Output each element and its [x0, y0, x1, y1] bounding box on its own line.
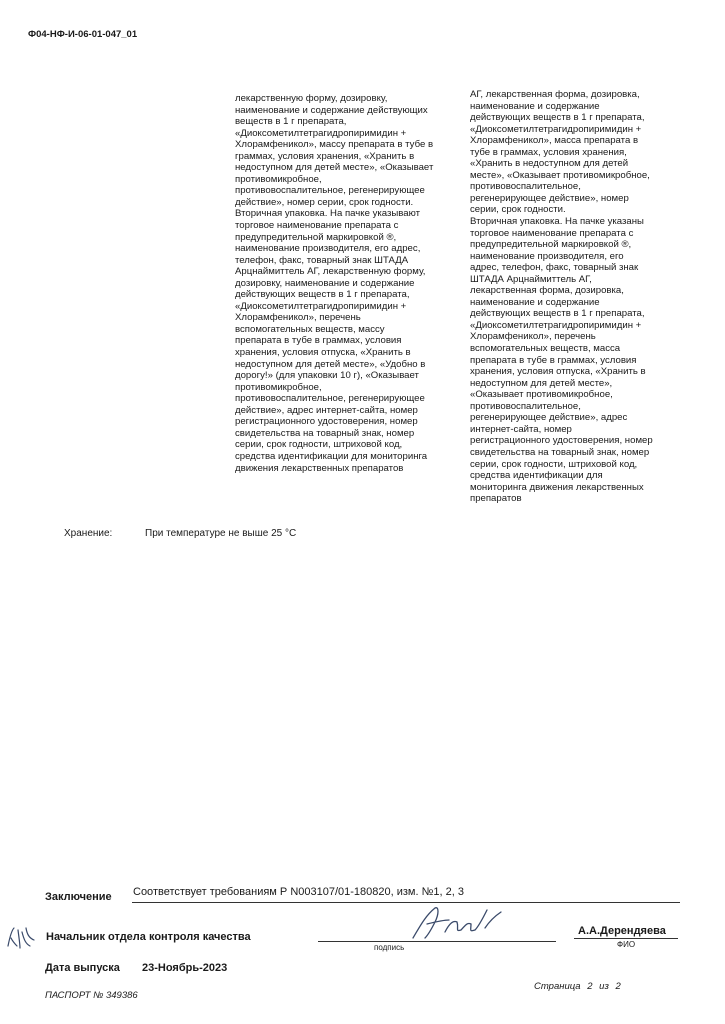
conclusion-label: Заключение [45, 891, 112, 903]
text-line: средства идентификации для мониторинга [235, 450, 428, 462]
text-line: «Диоксометилтетрагидропиримидин + [470, 123, 642, 135]
page-current: 2 [587, 981, 593, 992]
text-line: серии, срок годности, штриховой код, [235, 439, 403, 451]
text-line: наименование и содержание [470, 100, 600, 112]
text-line: регистрационного удостоверения, номер [470, 435, 653, 447]
text-line: регистрационного удостоверения, номер [235, 416, 418, 428]
text-line: серии, срок годности. [470, 204, 566, 216]
page-of: из [599, 981, 609, 992]
text-line: граммах, условия хранения, «Хранить в [235, 150, 415, 162]
name-caption: ФИО [617, 940, 636, 949]
passport-number: ПАСПОРТ № 349386 [45, 990, 138, 1001]
text-line: наименование и содержание действующих [235, 104, 428, 116]
text-line: противовоспалительное, [470, 400, 581, 412]
text-line: хранения, условия отпуска, «Хранить в [235, 347, 411, 359]
release-date-label: Дата выпуска [45, 962, 120, 974]
storage-value: При температуре не выше 25 °C [145, 528, 297, 539]
text-line: Хлорамфеникол», перечень [470, 331, 596, 343]
text-line: наименование и содержание [470, 296, 600, 308]
text-line: свидетельства на товарный знак, номер [470, 446, 650, 458]
text-line: препаратов [470, 493, 522, 505]
text-line: Вторичная упаковка. На пачке указывают [235, 208, 421, 220]
text-line: ШТАДА Арцнаймиттель АГ, [470, 273, 592, 285]
text-line: телефон, факс, товарный знак ШТАДА [235, 254, 409, 266]
text-line: Хлорамфеникол», масса препарата в [470, 135, 639, 147]
storage-label: Хранение: [64, 528, 113, 539]
text-line: предупредительной маркировкой ®, [235, 231, 397, 243]
text-line: «Оказывает противомикробное, [470, 389, 613, 401]
text-line: «Хранить в недоступном для детей [470, 158, 629, 170]
text-line: Арцнаймиттель АГ, лекарственную форму, [235, 266, 426, 278]
text-line: противомикробное, [235, 381, 322, 393]
page-total: 2 [615, 981, 621, 992]
text-line: «Диоксометилтетрагидропиримидин + [470, 319, 642, 331]
text-line: дорогу!» (для упаковки 10 г), «Оказывает [235, 370, 419, 382]
right-text-column [470, 89, 692, 505]
text-line: недоступном для детей месте», «Оказывает [235, 162, 434, 174]
text-line: Вторичная упаковка. На пачке указаны [470, 216, 644, 228]
text-line: противовоспалительное, [470, 181, 581, 193]
text-line: препарата в тубе в граммах, условия [235, 335, 402, 347]
text-line: АГ, лекарственная форма, дозировка, [470, 89, 640, 100]
text-line: недоступном для детей месте», [470, 377, 613, 389]
text-line: наименование производителя, его [470, 250, 624, 262]
text-line: хранения, условия отпуска, «Хранить в [470, 366, 646, 378]
text-line: препарата в тубе в граммах, условия [470, 354, 637, 366]
text-line: противовоспалительное, регенерирующее [235, 393, 425, 405]
handwritten-signature [405, 898, 515, 946]
text-line: Хлорамфеникол», массу препарата в тубе в [235, 139, 434, 151]
name-underline [574, 938, 678, 939]
text-line: вспомогательных веществ, массу [235, 323, 385, 335]
text-line: предупредительной маркировкой ®, [470, 239, 632, 251]
text-line: движения лекарственных препаратов [235, 462, 404, 474]
text-line: наименование производителя, его адрес, [235, 243, 421, 255]
text-line: адрес, телефон, факс, товарный знак [470, 262, 639, 274]
text-line: «Диоксометилтетрагидропиримидин + [235, 127, 407, 139]
signature-caption: подпись [374, 943, 405, 952]
text-line: торговое наименование препарата с [235, 220, 399, 232]
text-line: дозировку, наименование и содержание [235, 277, 415, 289]
document-id: Ф04-НФ-И-06-01-047_01 [28, 29, 138, 40]
left-text-column [235, 93, 463, 474]
text-line: противовоспалительное, регенерирующее [235, 185, 425, 197]
text-line: месте», «Оказывает противомикробное, [470, 169, 650, 181]
text-line: средства идентификации для [470, 470, 603, 482]
text-line: лекарственную форму, дозировку, [235, 93, 388, 104]
text-line: веществ в 1 г препарата, [235, 116, 347, 128]
text-line: «Диоксометилтетрагидропиримидин + [235, 300, 407, 312]
text-line: регенерирующее действие», адрес [470, 412, 628, 424]
text-line: вспомогательных веществ, масса [470, 343, 621, 355]
conclusion-value: Соответствует требованиям Р N003107/01-180820, изм. №1, 2, 3 [133, 886, 464, 898]
text-line: интернет-сайта, номер [470, 423, 572, 435]
text-line: свидетельства на товарный знак, номер [235, 427, 415, 439]
page-label: Страница [534, 981, 581, 992]
text-line: противомикробное, [235, 173, 322, 185]
text-line: недоступном для детей месте», «Удобно в [235, 358, 426, 370]
text-line: действующих веществ в 1 г препарата, [235, 289, 410, 301]
release-date-value: 23-Ноябрь-2023 [142, 962, 228, 974]
signer-name: А.А.Дерендяева [578, 925, 666, 937]
text-line: мониторинга движения лекарственных [470, 481, 644, 493]
text-line: действие», номер серии, срок годности. [235, 196, 414, 208]
text-line: серии, срок годности, штриховой код, [470, 458, 638, 470]
signature-underline [318, 941, 556, 942]
page-number [534, 981, 625, 992]
text-line: лекарственная форма, дозировка, [470, 285, 624, 297]
text-line: регенерирующее действие», номер [470, 192, 629, 204]
text-line: действующих веществ в 1 г препарата, [470, 112, 645, 124]
text-line: тубе в граммах, условия хранения, [470, 146, 627, 158]
handwritten-initials [4, 922, 38, 952]
text-line: действующих веществ в 1 г препарата, [470, 308, 645, 320]
text-line: торговое наименование препарата с [470, 227, 634, 239]
text-line: Хлорамфеникол», перечень [235, 312, 361, 324]
position-label: Начальник отдела контроля качества [46, 931, 251, 943]
text-line: действие», адрес интернет-сайта, номер [235, 404, 418, 416]
